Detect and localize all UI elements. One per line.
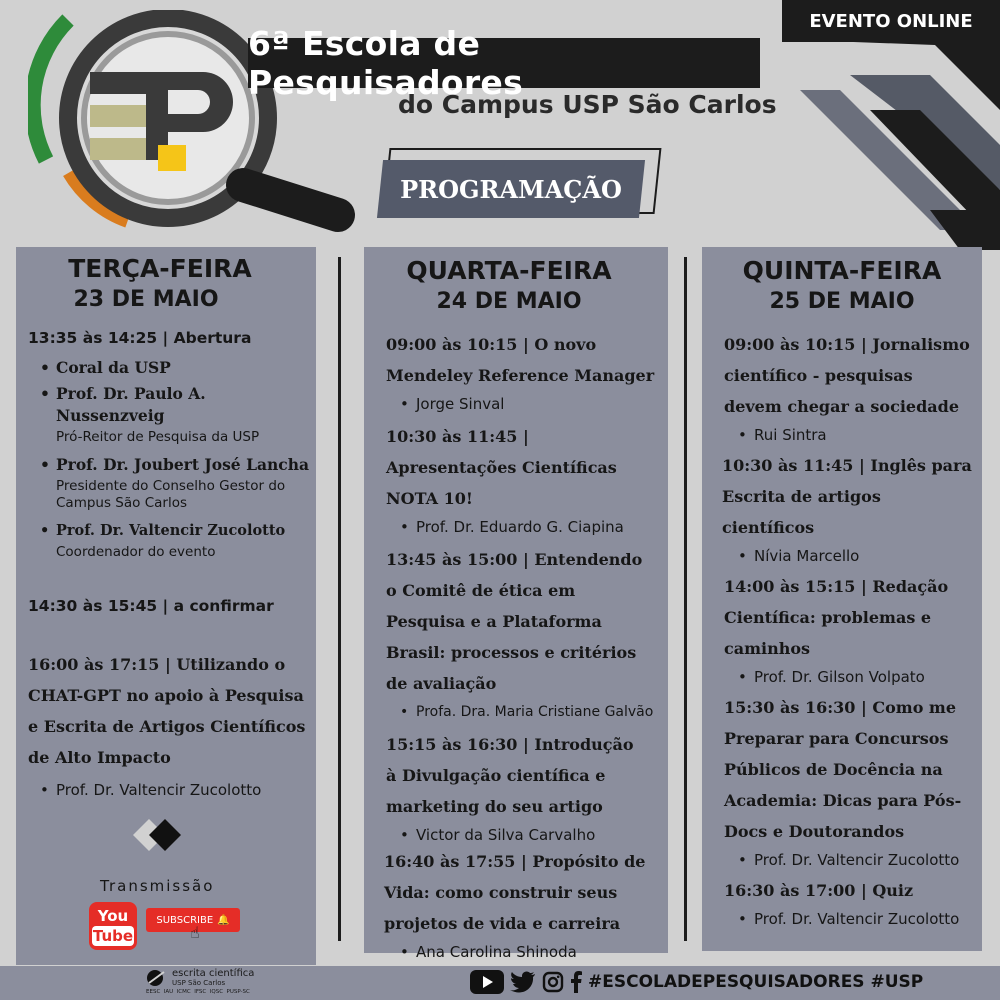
day-date: 23 DE MAIO (73, 287, 219, 312)
session (724, 450, 982, 567)
day-title: TERÇA-FEIRA (68, 254, 252, 283)
column-divider (684, 257, 687, 941)
bell-icon: 🔔 (217, 914, 230, 926)
speaker-name: • Ana Carolina Shinoda (400, 941, 668, 963)
day-column-wednesday (364, 247, 668, 961)
speaker-name: • Nívia Marcello (738, 545, 982, 567)
speaker-name: • Jorge Sinval (400, 393, 668, 415)
youtube-icon-bottom: Tube (92, 927, 134, 945)
day-column-tuesday (16, 247, 316, 965)
ec-logo-units: EESC IAU ICMC IFSC IQSC PUSP-SC (146, 989, 250, 995)
day-date: 24 DE MAIO (436, 289, 582, 314)
day-title: QUINTA-FEIRA (742, 256, 942, 285)
youtube-icon-top: You (97, 907, 129, 925)
session-time: 10:30 às 11:45 | Apresentações Científicas NOTA 10! (386, 427, 617, 508)
online-event-badge: EVENTO ONLINE (782, 0, 1000, 42)
instagram-icon[interactable] (542, 971, 564, 993)
cursor-icon: ☝ (190, 923, 200, 942)
session-time: 16:40 às 17:55 | Propósito de Vida: como construir seus projetos de vida e carreira (384, 852, 646, 933)
session-time: 09:00 às 10:15 | O novo Mendeley Reference Manager (386, 335, 655, 385)
event-subtitle: do Campus USP São Carlos (398, 90, 777, 119)
social-links (470, 968, 923, 996)
day-date: 25 DE MAIO (769, 289, 915, 314)
session (724, 692, 982, 871)
session-time: 16:00 às 17:15 | Utilizando o CHAT-GPT no apoio à Pesquisa e Escrita de Artigos Científicos de Alto Impacto (28, 655, 306, 767)
speaker-role: Pró-Reitor de Pesquisa da USP (56, 429, 260, 445)
event-title: 6ª Escola de Pesquisadores (248, 38, 760, 88)
speaker-name: • Prof. Dr. Valtencir Zucolotto (738, 849, 982, 871)
session-time: 14:30 às 15:45 | a confirmar (28, 597, 274, 615)
session (386, 421, 668, 538)
speaker-name: • Prof. Dr. Paulo A. Nussenzveig (40, 383, 316, 427)
ec-logo-mark (146, 969, 170, 987)
speaker-role: Presidente do Conselho Gestor do Campus São Carlos (56, 478, 286, 511)
session-time: 13:45 às 15:00 | Entendendo o Comitê de ética em Pesquisa e a Plataforma Brasil: processos e critérios de avaliação (386, 550, 643, 693)
session (386, 729, 668, 846)
youtube-icon[interactable] (470, 970, 504, 994)
session (724, 571, 982, 688)
twitter-icon[interactable] (510, 971, 536, 993)
column-divider (338, 257, 341, 941)
speaker-name: • Coral da USP (40, 357, 316, 379)
diamond-icon (131, 815, 191, 855)
session-time: 09:00 às 10:15 | Jornalismo científico - pesquisas devem chegar a sociedade (724, 335, 970, 416)
speaker-name: • Rui Sintra (738, 424, 982, 446)
session-time: 10:30 às 11:45 | Inglês para Escrita de artigos científicos (722, 456, 972, 537)
program-label: PROGRAMAÇÃO (400, 174, 622, 204)
session (724, 875, 982, 930)
session-time: 14:00 às 15:15 | Redação Científica: problemas e caminhos (724, 577, 949, 658)
session (386, 329, 668, 415)
session (386, 846, 668, 963)
day-title: QUARTA-FEIRA (406, 256, 612, 285)
program-banner (380, 148, 665, 224)
session-time: 15:15 às 16:30 | Introdução à Divulgação científica e marketing do seu artigo (386, 735, 634, 816)
speaker-name: • Prof. Dr. Gilson Volpato (738, 666, 982, 688)
session-time: 16:30 às 17:00 | Quiz (724, 881, 914, 900)
escrita-cientifica-logo (146, 967, 256, 997)
decorative-stripes (780, 40, 1000, 250)
speaker-name: • Victor da Silva Carvalho (400, 824, 668, 846)
session (386, 544, 668, 723)
speaker-name: • Prof. Dr. Valtencir Zucolotto (738, 908, 982, 930)
transmission-label: Transmissão (100, 877, 215, 895)
subscribe-label: SUBSCRIBE (156, 914, 214, 926)
speaker-name: • Prof. Dr. Valtencir Zucolotto (40, 520, 316, 542)
session-time: 15:30 às 16:30 | Como me Preparar para Concursos Públicos de Docência na Academia: Dicas para Pós-Docs e Doutorandos (724, 698, 962, 841)
ec-logo-line1: escrita científica (172, 968, 255, 979)
ec-logo-line2: USP São Carlos (172, 979, 226, 987)
youtube-icon[interactable] (89, 902, 137, 950)
speaker-name: • Prof. Dr. Joubert José Lancha (40, 454, 316, 476)
session (724, 329, 982, 446)
speaker-name: • Profa. Dra. Maria Cristiane Galvão (400, 701, 668, 723)
hashtags: #ESCOLADEPESQUISADORES #USP (588, 972, 924, 992)
facebook-icon[interactable] (570, 971, 582, 993)
day-column-thursday (702, 247, 982, 951)
speaker-name: • Prof. Dr. Eduardo G. Ciapina (400, 516, 668, 538)
speaker-name: • Prof. Dr. Valtencir Zucolotto (40, 779, 316, 801)
session-time: 13:35 às 14:25 | Abertura (28, 329, 252, 347)
speaker-role: Coordenador do evento (56, 544, 216, 560)
